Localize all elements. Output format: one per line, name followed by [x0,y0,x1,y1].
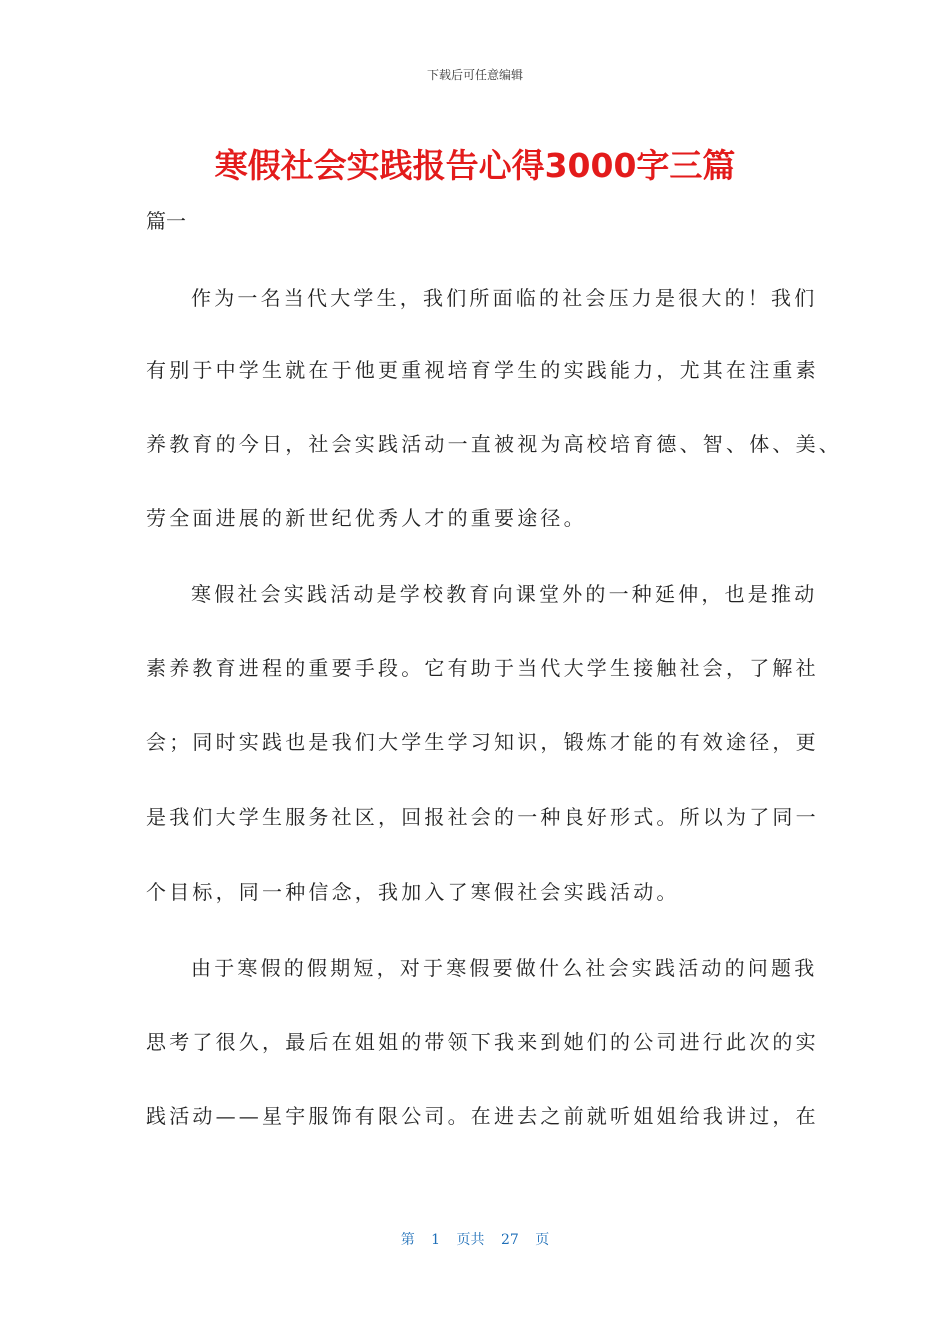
body-line: 劳全面进展的新世纪优秀人才的重要途径。 [146,506,587,530]
body-line: 是我们大学生服务社区，回报社会的一种良好形式。所以为了同一 [146,805,819,829]
document-title: 寒假社会实践报告心得3000字三篇 [214,146,736,185]
body-line: 养教育的今日，社会实践活动一直被视为高校培育德、智、体、美、 [146,432,842,456]
section-label: 篇一 [146,209,186,233]
body-line: 有别于中学生就在于他更重视培育学生的实践能力，尤其在注重素 [146,358,819,382]
page-footer: 第 1 页共 27 页 [400,1232,550,1248]
body-line: 个目标，同一种信念，我加入了寒假社会实践活动。 [146,880,680,904]
body-line: 作为一名当代大学生，我们所面临的社会压力是很大的！我们 [191,286,818,310]
header-note: 下载后可任意编辑 [426,68,523,82]
body-line: 寒假社会实践活动是学校教育向课堂外的一种延伸，也是推动 [191,582,818,606]
body-line: 思考了很久，最后在姐姐的带领下我来到她们的公司进行此次的实 [146,1030,819,1054]
body-line: 会；同时实践也是我们大学生学习知识，锻炼才能的有效途径，更 [146,730,819,754]
body-line: 践活动——星宇服饰有限公司。在进去之前就听姐姐给我讲过，在 [146,1104,819,1128]
body-line: 素养教育进程的重要手段。它有助于当代大学生接触社会，了解社 [146,656,819,680]
body-line: 由于寒假的假期短，对于寒假要做什么社会实践活动的问题我 [191,956,818,980]
